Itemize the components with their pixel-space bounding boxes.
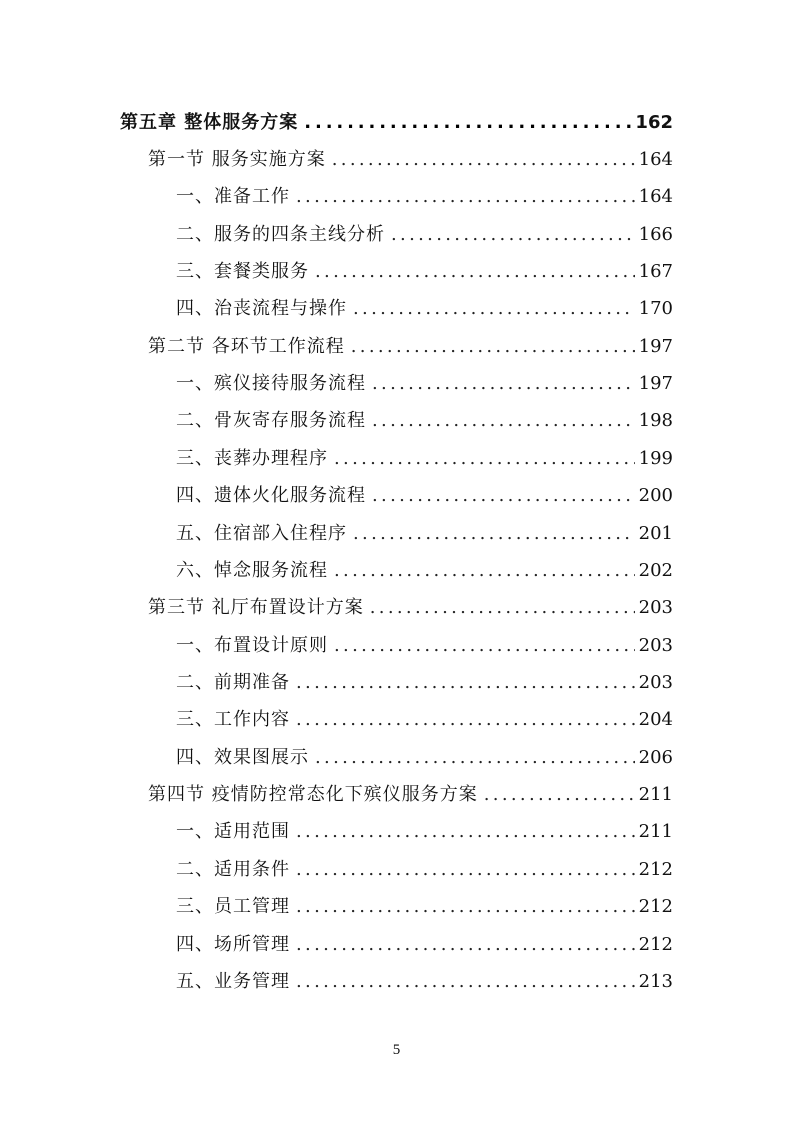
toc-section-entry[interactable] (148, 589, 673, 619)
toc-entry-page: 202 (638, 560, 673, 581)
toc-entry-title: 一、布置设计原则 (176, 635, 328, 656)
toc-subsection-entry[interactable] (176, 290, 673, 320)
toc-subsection-entry[interactable] (176, 739, 673, 769)
toc-entry-page: 198 (638, 410, 673, 431)
toc-dot-leader (304, 112, 631, 134)
toc-subsection-entry[interactable] (176, 963, 673, 993)
toc-dot-leader (334, 448, 635, 470)
toc-subsection-entry[interactable] (176, 253, 673, 283)
toc-dot-leader (334, 635, 635, 657)
toc-dot-leader (296, 709, 635, 731)
toc-entry-title: 第四节 疫情防控常态化下殡仪服务方案 (148, 784, 478, 805)
toc-dot-leader (296, 934, 635, 956)
toc-subsection-entry[interactable] (176, 440, 673, 470)
toc-entry-title: 五、住宿部入住程序 (176, 523, 347, 544)
toc-subsection-entry[interactable] (176, 813, 673, 843)
toc-subsection-entry[interactable] (176, 477, 673, 507)
toc-entry-page: 203 (638, 635, 673, 656)
toc-entry-page: 212 (638, 896, 673, 917)
toc-entry-page: 211 (638, 784, 673, 805)
toc-entry-page: 162 (635, 112, 673, 133)
toc-section-entry[interactable] (148, 141, 673, 171)
toc-entry-title: 第一节 服务实施方案 (148, 149, 326, 170)
toc-entry-title: 三、员工管理 (176, 896, 290, 917)
toc-entry-title: 二、适用条件 (176, 859, 290, 880)
toc-dot-leader (484, 784, 635, 806)
toc-dot-leader (296, 186, 635, 208)
toc-subsection-entry[interactable] (176, 701, 673, 731)
toc-entry-title: 二、骨灰寄存服务流程 (176, 410, 366, 431)
toc-dot-leader (315, 747, 635, 769)
toc-dot-leader (372, 410, 635, 432)
toc-entry-title: 三、套餐类服务 (176, 261, 309, 282)
toc-entry-title: 五、业务管理 (176, 971, 290, 992)
toc-entry-page: 197 (638, 336, 673, 357)
toc-entry-page: 170 (638, 298, 673, 319)
toc-entry-page: 199 (638, 448, 673, 469)
toc-entry-title: 一、准备工作 (176, 186, 290, 207)
toc-entry-title: 三、工作内容 (176, 709, 290, 730)
toc-entry-title: 四、场所管理 (176, 934, 290, 955)
toc-entry-page: 203 (638, 597, 673, 618)
toc-dot-leader (296, 896, 635, 918)
toc-entry-title: 第五章 整体服务方案 (120, 112, 299, 133)
toc-entry-page: 166 (638, 224, 673, 245)
toc-entry-page: 203 (638, 672, 673, 693)
page-number: 5 (392, 1042, 401, 1058)
toc-entry-page: 206 (638, 747, 673, 768)
toc-dot-leader (296, 859, 635, 881)
toc-dot-leader (334, 560, 635, 582)
toc-dot-leader (296, 672, 635, 694)
toc-entry-title: 二、前期准备 (176, 672, 290, 693)
toc-dot-leader (315, 261, 635, 283)
toc-dot-leader (353, 298, 635, 320)
toc-subsection-entry[interactable] (176, 552, 673, 582)
toc-entry-title: 四、治丧流程与操作 (176, 298, 347, 319)
toc-entry-page: 197 (638, 373, 673, 394)
toc-subsection-entry[interactable] (176, 851, 673, 881)
toc-entry-title: 四、效果图展示 (176, 747, 309, 768)
toc-subsection-entry[interactable] (176, 178, 673, 208)
toc-entry-page: 164 (638, 149, 673, 170)
toc-dot-leader (353, 523, 635, 545)
toc-subsection-entry[interactable] (176, 216, 673, 246)
toc-subsection-entry[interactable] (176, 515, 673, 545)
toc-subsection-entry[interactable] (176, 402, 673, 432)
toc-section-entry[interactable] (148, 776, 673, 806)
toc-dot-leader (351, 336, 635, 358)
toc-subsection-entry[interactable] (176, 888, 673, 918)
toc-entry-title: 四、遗体火化服务流程 (176, 485, 366, 506)
toc-chapter-entry[interactable] (120, 104, 673, 134)
toc-dot-leader (296, 971, 635, 993)
toc-entry-page: 167 (638, 261, 673, 282)
toc-section-entry[interactable] (148, 328, 673, 358)
toc-entry-title: 第三节 礼厅布置设计方案 (148, 597, 364, 618)
toc-subsection-entry[interactable] (176, 664, 673, 694)
toc-dot-leader (332, 149, 635, 171)
toc-dot-leader (372, 485, 635, 507)
toc-dot-leader (391, 224, 635, 246)
toc-dot-leader (372, 373, 635, 395)
toc-entry-page: 164 (638, 186, 673, 207)
toc-dot-leader (296, 821, 635, 843)
toc-entry-title: 一、适用范围 (176, 821, 290, 842)
toc-entry-page: 200 (638, 485, 673, 506)
toc-entry-page: 204 (638, 709, 673, 730)
toc-entry-title: 六、悼念服务流程 (176, 560, 328, 581)
toc-subsection-entry[interactable] (176, 365, 673, 395)
toc-subsection-entry[interactable] (176, 627, 673, 657)
toc-entry-page: 213 (638, 971, 673, 992)
toc-entry-page: 201 (638, 523, 673, 544)
toc-entry-title: 第二节 各环节工作流程 (148, 336, 345, 357)
toc-subsection-entry[interactable] (176, 926, 673, 956)
toc-entry-page: 212 (638, 934, 673, 955)
toc-entry-title: 三、丧葬办理程序 (176, 448, 328, 469)
toc-dot-leader (370, 597, 635, 619)
toc-entry-page: 212 (638, 859, 673, 880)
toc-entry-title: 一、殡仪接待服务流程 (176, 373, 366, 394)
toc-entry-page: 211 (638, 821, 673, 842)
toc-entry-title: 二、服务的四条主线分析 (176, 224, 385, 245)
